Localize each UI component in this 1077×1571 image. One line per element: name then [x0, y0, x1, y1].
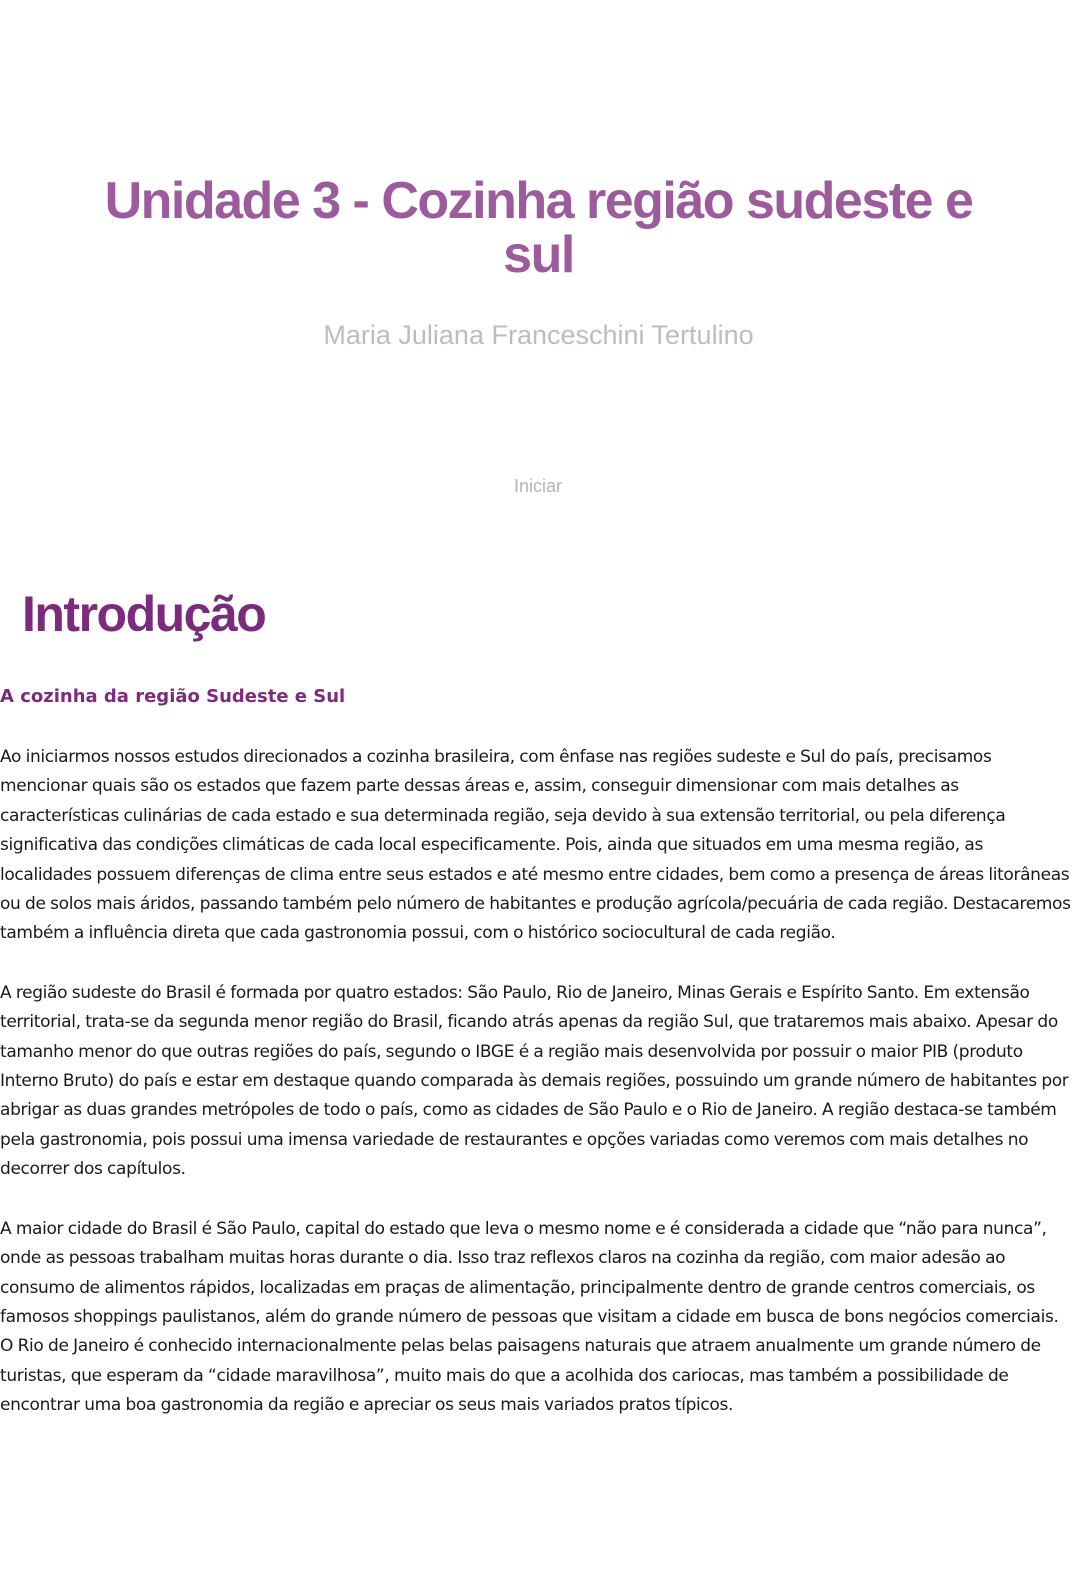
paragraph: A maior cidade do Brasil é São Paulo, capital do estado que leva o mesmo nome e é considerada a cidade que “não para nunca”, onde as pessoas trabalham muitas horas durante o dia. Isso traz reflexos claros na cozinha da região, com maior adesão ao consumo de alimentos rápidos, localizadas em praças de alimentação, principalmente dentro de grande centros comerciais, os famosos shoppings paulistanos, além do grande número de pessoas que visitam a cidade em busca de bons negócios comerciais. O Rio de Janeiro é conhecido internacionalmente pelas belas paisagens naturais que atraem anualmente um grande número de turistas, que esperam da “cidade maravilhosa”, muito mais do que a acolhida dos cariocas, mas também a possibilidade de encontrar uma boa gastronomia da região e apreciar os seus mais variados pratos típicos. — [0, 1218, 1059, 1416]
start-button[interactable]: Iniciar — [488, 472, 588, 500]
section-subheading: A cozinha da região Sudeste e Sul — [0, 686, 346, 707]
body-text — [0, 743, 1072, 1451]
author-name: Maria Juliana Franceschini Tertulino — [323, 320, 754, 350]
paragraph: A região sudeste do Brasil é formada por quatro estados: São Paulo, Rio de Janeiro, Minas Gerais e Espírito Santo. Em extensão territorial, trata-se da segunda menor região do Brasil, ficando atrás apenas da região Sul, que trataremos mais abaixo. Apesar do tamanho menor do que outras regiões do país, segundo o IBGE é a região mais desenvolvida por possuir o maior PIB (produto Interno Bruto) do país e estar em destaque quando comparada às demais regiões, possuindo um grande número de habitantes por abrigar as duas grandes metrópoles de todo o país, como as cidades de São Paulo e o Rio de Janeiro. A região destaca-se também pela gastronomia, pois possui uma imensa variedade de restaurantes e opções variadas como veremos com mais detalhes no decorrer dos capítulos. — [0, 982, 1069, 1180]
cover-section — [0, 0, 1077, 560]
section-heading: Introdução — [22, 586, 266, 642]
unit-title: Unidade 3 - Cozinha região sudeste e sul — [104, 172, 973, 284]
paragraph: Ao iniciarmos nossos estudos direcionados a cozinha brasileira, com ênfase nas regiões sudeste e Sul do país, precisamos mencionar quais são os estados que fazem parte dessas áreas e, assim, conseguir dimensionar com mais detalhes as características culinárias de cada estado e sua determinada região, seja devido à sua extensão territorial, ou pela diferença significativa das condições climáticas de cada local especificamente. Pois, ainda que situados em uma mesma região, as localidades possuem diferenças de clima entre seus estados e até mesmo entre cidades, bem como a presença de áreas litorâneas ou de solos mais áridos, passando também pelo número de habitantes e produção agrícola/pecuária de cada região. Destacaremos também a influência direta que cada gastronomia possui, com o histórico sociocultural de cada região. — [0, 747, 1071, 944]
